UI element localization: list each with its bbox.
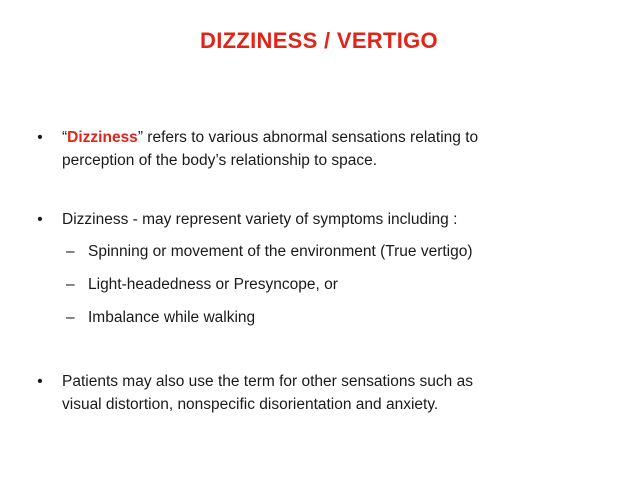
sub-item-text: Light-headedness or Presyncope, or (88, 276, 338, 293)
bullet-continuation (30, 393, 610, 416)
dash-icon: – (66, 276, 75, 293)
slide-title: DIZZINESS / VERTIGO (200, 28, 438, 53)
bullet-icon: • (37, 211, 43, 228)
bullet-patients (30, 370, 610, 416)
sub-item-text: Spinning or movement of the environment (True vertigo) (88, 243, 473, 260)
bullet-icon: • (37, 129, 43, 146)
dash-icon: – (66, 309, 75, 326)
bullet-continuation (30, 149, 610, 172)
patients-text-line2: visual distortion, nonspecific disorientation and anxiety. (62, 396, 439, 413)
bullet-line (30, 370, 610, 393)
sub-item (30, 240, 610, 263)
bullet-icon: • (37, 373, 43, 390)
open-quote: “ (62, 129, 68, 146)
sub-list (30, 240, 610, 329)
bullet-line (30, 126, 610, 149)
sub-item-text: Imbalance while walking (88, 309, 256, 326)
bullet-line (30, 208, 610, 231)
dash-icon: – (66, 243, 75, 260)
definition-text: ” refers to various abnormal sensations relating to (137, 129, 479, 146)
symptoms-text: Dizziness - may represent variety of symptoms including : (62, 211, 458, 228)
patients-text: Patients may also use the term for other sensations such as (62, 373, 473, 390)
dizziness-term: Dizziness (67, 129, 138, 146)
sub-item (30, 306, 610, 329)
definition-text-line2: perception of the body’s relationship to space. (62, 152, 378, 169)
bullet-definition (30, 126, 610, 172)
sub-item (30, 273, 610, 296)
bullet-symptoms (30, 208, 610, 329)
